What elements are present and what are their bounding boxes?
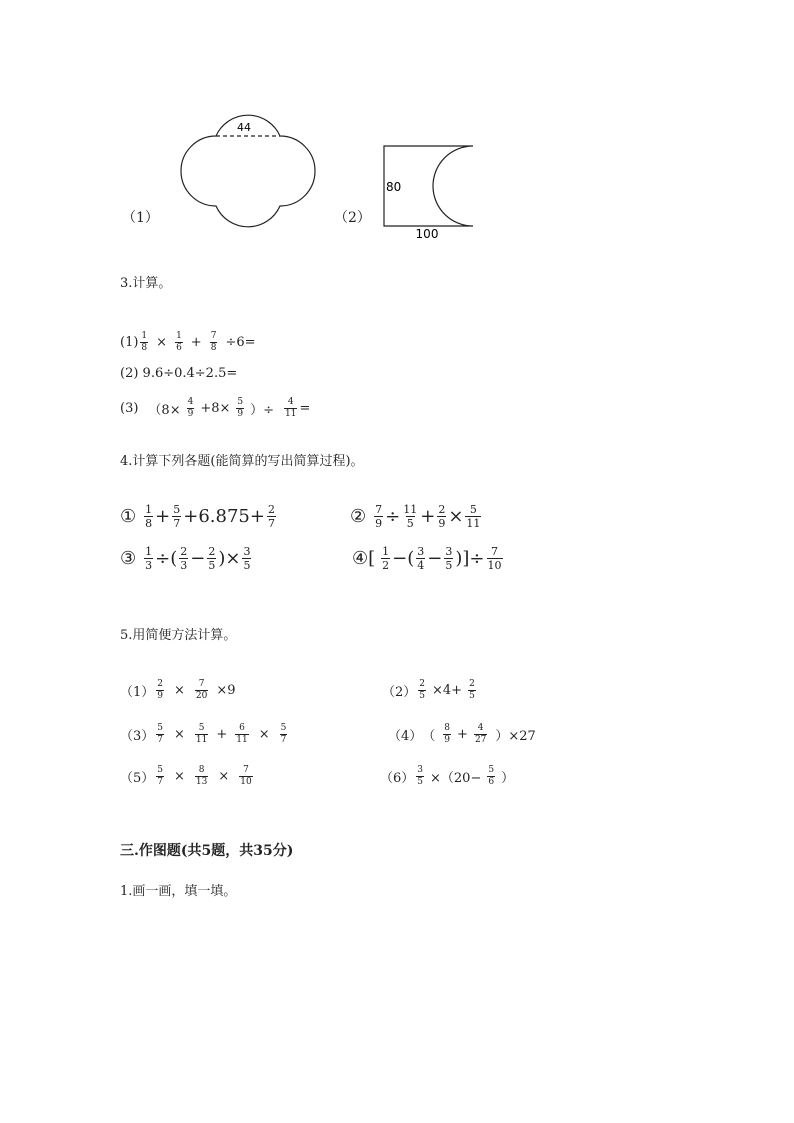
q5-row-6: （6） $\frac{3}{5}$ ×（20− $\frac{5}{6}$ ） (380, 765, 515, 787)
q4-expr-2: ② $\frac{7}{9}$ ÷ $\frac{11}{5}$ + $\frac{2}{9}$ × $\frac{5}{11}$ (350, 503, 481, 530)
figure-1-label: （1） (122, 210, 159, 226)
fraction: $\frac{2}{9}$ (438, 503, 446, 530)
fraction: $\frac{7}{8}$ (210, 331, 217, 353)
fraction: $\frac{2}{5}$ (419, 679, 426, 701)
figure-2-height: 80 (386, 180, 402, 194)
q5-row-3: （3） $\frac{5}{7}$ × $\frac{5}{11}$ + $\frac{6}{11}$ × $\frac{5}{7}$ (120, 723, 287, 745)
fraction: $\frac{5}{7}$ (157, 765, 164, 787)
fraction: $\frac{1}{3}$ (145, 545, 153, 572)
figure-2-shape (380, 140, 480, 244)
fraction: $\frac{6}{11}$ (236, 723, 248, 745)
q3-item-3-label: (3) (120, 401, 139, 416)
fraction: $\frac{7}{20}$ (195, 679, 208, 701)
fraction: $\frac{2}{7}$ (267, 503, 275, 530)
figure-1-shape (170, 98, 320, 246)
fraction: $\frac{5}{6}$ (488, 765, 495, 787)
fraction: $\frac{1}{2}$ (382, 545, 390, 572)
fraction: $\frac{7}{9}$ (375, 503, 383, 530)
fraction: $\frac{2}{3}$ (180, 545, 188, 572)
figure-1-dimension: 44 (237, 121, 251, 134)
q3-item-2: (2) 9.6÷0.4÷2.5= (120, 366, 238, 381)
fraction: $\frac{5}{7}$ (173, 503, 181, 530)
section-3-item-1: 1.画一画，填一填。 (120, 884, 237, 899)
fraction: $\frac{5}{11}$ (195, 723, 208, 745)
q4-expr-1: ① $\frac{1}{8}$ + $\frac{5}{7}$ +6.875+ $\frac{2}{7}$ (120, 503, 275, 530)
fraction: $\frac{1}{8}$ (145, 503, 153, 530)
fraction: $\frac{7}{10}$ (240, 765, 252, 787)
fraction: $\frac{5}{9}$ (237, 397, 244, 419)
fraction: $\frac{2}{9}$ (157, 679, 164, 701)
q5-row-5: （5） $\frac{5}{7}$ × $\frac{8}{13}$ × $\frac{7}{10}$ (120, 765, 252, 787)
figure-2-label: （2） (334, 210, 371, 226)
fraction: $\frac{8}{9}$ (444, 723, 451, 745)
fraction: $\frac{3}{5}$ (445, 545, 453, 572)
fraction: $\frac{7}{10}$ (487, 545, 502, 572)
q3-title: 3.计算。 (120, 276, 172, 291)
fraction: $\frac{3}{5}$ (243, 545, 251, 572)
section-3-title: 三.作图题(共5题，共35分) (120, 843, 294, 859)
q3-item-1: (1) $\frac{1}{8}$ × $\frac{1}{6}$ + $\frac{7}{8}$ ÷6= (120, 331, 256, 353)
q4-expr-3: ③ $\frac{1}{3}$ ÷( $\frac{2}{3}$ − $\frac{2}{5}$ )× $\frac{3}{5}$ (120, 545, 251, 572)
fraction: $\frac{4}{11}$ (285, 397, 297, 419)
fraction: $\frac{3}{4}$ (417, 545, 425, 572)
q4-title: 4.计算下列各题(能简算的写出简算过程)。 (120, 454, 364, 469)
fraction: $\frac{4}{27}$ (474, 723, 487, 745)
fraction: $\frac{8}{13}$ (195, 765, 208, 787)
fraction: $\frac{5}{7}$ (280, 723, 287, 745)
fraction: $\frac{4}{9}$ (187, 397, 194, 419)
fraction: $\frac{5}{7}$ (157, 723, 164, 745)
fraction: $\frac{11}{5}$ (403, 503, 418, 530)
q4-expr-4: ④[ $\frac{1}{2}$ −( $\frac{3}{4}$ − $\frac{3}{5}$ )]÷ $\frac{7}{10}$ (352, 545, 502, 572)
fraction: $\frac{3}{5}$ (417, 765, 424, 787)
q3-item-3: (3) （8× $\frac{4}{9}$ +8× $\frac{5}{9}$ ）÷ $\frac{4}{11}$ = (120, 397, 311, 419)
q5-row-1: （1） $\frac{2}{9}$ × $\frac{7}{20}$ ×9 (120, 679, 236, 701)
q5-row-4: （4） （ $\frac{8}{9}$ + $\frac{4}{27}$ ）×27 (388, 723, 536, 745)
fraction: $\frac{2}{5}$ (469, 679, 475, 701)
q5-row-2: （2） $\frac{2}{5}$ ×4+ $\frac{2}{5}$ (382, 679, 475, 701)
figure-2-width: 100 (415, 227, 439, 241)
fraction: $\frac{5}{11}$ (466, 503, 481, 530)
q5-title: 5.用简便方法计算。 (120, 628, 237, 643)
fraction: $\frac{1}{8}$ (141, 331, 148, 353)
fraction: $\frac{1}{6}$ (176, 331, 182, 353)
fraction: $\frac{2}{5}$ (208, 545, 216, 572)
q3-item-1-label: (1) (120, 335, 139, 350)
